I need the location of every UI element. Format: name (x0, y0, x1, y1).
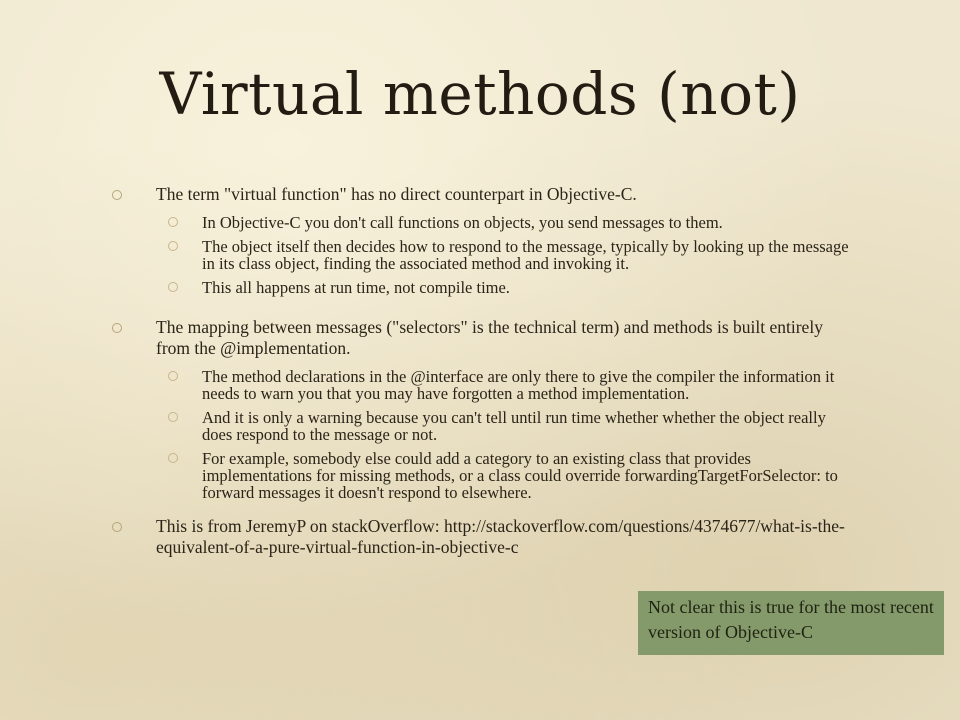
callout-note: Not clear this is true for the most recent version of Objective-C (638, 591, 944, 655)
sub-bullet-text: In Objective-C you don't call functions on objects, you send messages to them. (202, 213, 723, 232)
bullet-circle-icon (168, 412, 178, 422)
sub-bullet-1-1 (112, 214, 852, 231)
sub-bullet-2-3 (112, 450, 852, 501)
bullet-circle-icon (168, 217, 178, 227)
bullet-3 (112, 516, 852, 558)
bullet-circle-icon (168, 371, 178, 381)
bullet-3-text: This is from JeremyP on stackOverflow: http://stackoverflow.com/questions/4374677/what-is-the-equivalent-of-a-pure-virtual-function-in-objective-c (156, 516, 845, 557)
bullet-circle-icon (112, 190, 122, 200)
bullet-2-text: The mapping between messages ("selectors" is the technical term) and methods is built entirely from the @implementation. (156, 317, 823, 358)
sub-bullet-2-2 (112, 409, 852, 443)
sub-bullet-2-1 (112, 368, 852, 402)
bullet-circle-icon (168, 282, 178, 292)
sub-bullet-1-2 (112, 238, 852, 272)
bullet-1 (112, 184, 852, 205)
bullet-circle-icon (112, 323, 122, 333)
sub-bullet-text: For example, somebody else could add a category to an existing class that provides implementations for missing methods, or a class could override forwardingTargetForSelector: to forward messages it doesn't respond to elsewhere. (202, 449, 838, 502)
bullet-circle-icon (168, 241, 178, 251)
slide-body (112, 184, 852, 567)
bullet-circle-icon (168, 453, 178, 463)
bullet-2 (112, 317, 852, 359)
sub-bullet-text: The object itself then decides how to respond to the message, typically by looking up the message in its class object, finding the associated method and invoking it. (202, 237, 849, 273)
sub-bullet-text: And it is only a warning because you can't tell until run time whether whether the object really does respond to the message or not. (202, 408, 826, 444)
bullet-1-text: The term "virtual function" has no direct counterpart in Objective-C. (156, 184, 637, 204)
slide-title: Virtual methods (not) (159, 60, 801, 128)
sub-bullet-1-3 (112, 279, 852, 296)
bullet-circle-icon (112, 522, 122, 532)
sub-bullet-text: This all happens at run time, not compile time. (202, 278, 510, 297)
sub-bullet-text: The method declarations in the @interface are only there to give the compiler the information it needs to warn you that you may have forgotten a method implementation. (202, 367, 835, 403)
